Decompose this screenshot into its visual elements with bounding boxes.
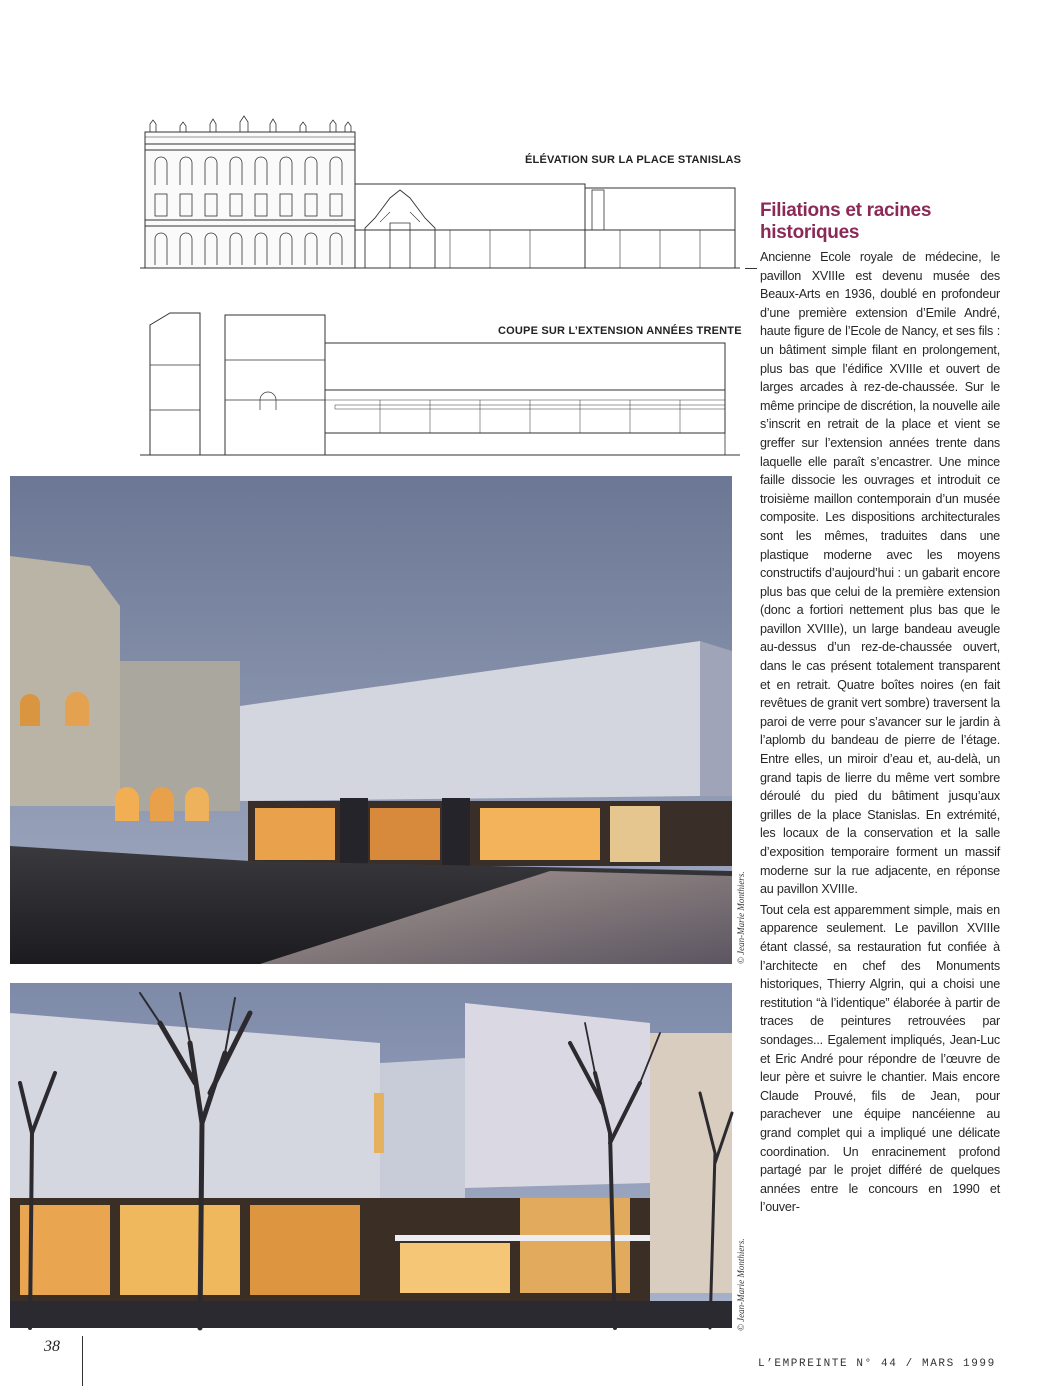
folio-rule (82, 1336, 83, 1386)
column-top-rule (745, 268, 757, 269)
elevation-drawing (140, 110, 740, 272)
section-drawing (140, 305, 740, 460)
page-number: 38 (44, 1338, 60, 1355)
elevation-svg (140, 110, 740, 272)
photo-credit-1: © Jean-Marie Monthiers. (736, 871, 746, 964)
article-column (760, 200, 1000, 1217)
article-paragraph-1: Ancienne Ecole royale de médecine, le pavillon XVIIIe est devenu musée des Beaux-Arts en 1936, doublé en profondeur d’une première extension d’Emile André, haute figure de l’Ecole de Nancy, et ses fils : un bâtiment simple filant en prolongement, plus bas que l’édifice XVIIIe et ouvert de larges arcades à rez-de-chaussée. Sur le même principe de discrétion, la nouvelle aile s’inscrit en retrait de la place et vient se greffer sur l’extension années trente dans laquelle elle paraît s’encastrer. Une mince faille dissocie les ouvrages et introduit ce troisième maillon contemporain d’un musée composite. Les dispositions architecturales sont les mêmes, traduites dans une plastique moderne avec les moyens constructifs d’aujourd’hui : un gabarit encore plus bas que celui de la première extension (donc a fortiori nettement plus bas que le pavillon XVIIIe), un large bandeau aveugle au-dessus d’un rez-de-chaussée ouvert, dans le cas présent totalement transparent et en retrait. Quatre boîtes noires (en fait revêtues de granit vert sombre) traversent la paroi de verre pour s’avancer sur le jardin à l’aplomb du bandeau de pierre de l’étage. Entre elles, un miroir d’eau et, au-delà, un grand tapis de lierre du même vert sombre déroulé du pied du bâtiment jusqu’aux grilles de la place Stanislas. En extrémité, les locaux de la conservation et la salle d’exposition temporaire forment un massif moderne sur la rue adjacente, en réponse au pavillon XVIIIe. (760, 250, 1000, 897)
elevation-label: ÉLÉVATION SUR LA PLACE STANISLAS (525, 154, 742, 166)
museum-photo-dusk (10, 476, 746, 964)
section-label: COUPE SUR L’EXTENSION ANNÉES TRENTE (498, 325, 742, 337)
photo-credit-2: © Jean-Marie Monthiers. (736, 1238, 746, 1331)
museum-photo-trees (10, 983, 746, 1331)
museum-photo-trees-svg (10, 983, 732, 1328)
museum-photo-dusk-svg (10, 476, 732, 964)
magazine-footer: L’EMPREINTE N° 44 / MARS 1999 (758, 1358, 996, 1370)
article-heading: Filiations et racines historiques (760, 200, 932, 243)
article-paragraph-2: Tout cela est apparemment simple, mais en apparence seulement. Le pavillon XVIIIe étant classé, sa restauration fut confiée à l’architecte en chef des Monuments historiques, Thierry Algrin, qui a choisi une restitution “à l’identique” élaborée à partir de traces de peintures retrouvées par sondages... Egalement impliqués, Jean-Luc et Eric André pour répondre de l’œuvre de leur père et suivre le chantier. Mais encore Claude Prouvé, fils de Jean, pour parachever une équipe nancéienne au grand complet qui a impliqué une délicate coordination. Un enracinement profond partagé par le projet différé de quelques années entre le concours en 1990 et l’ouver- (760, 902, 1000, 1215)
